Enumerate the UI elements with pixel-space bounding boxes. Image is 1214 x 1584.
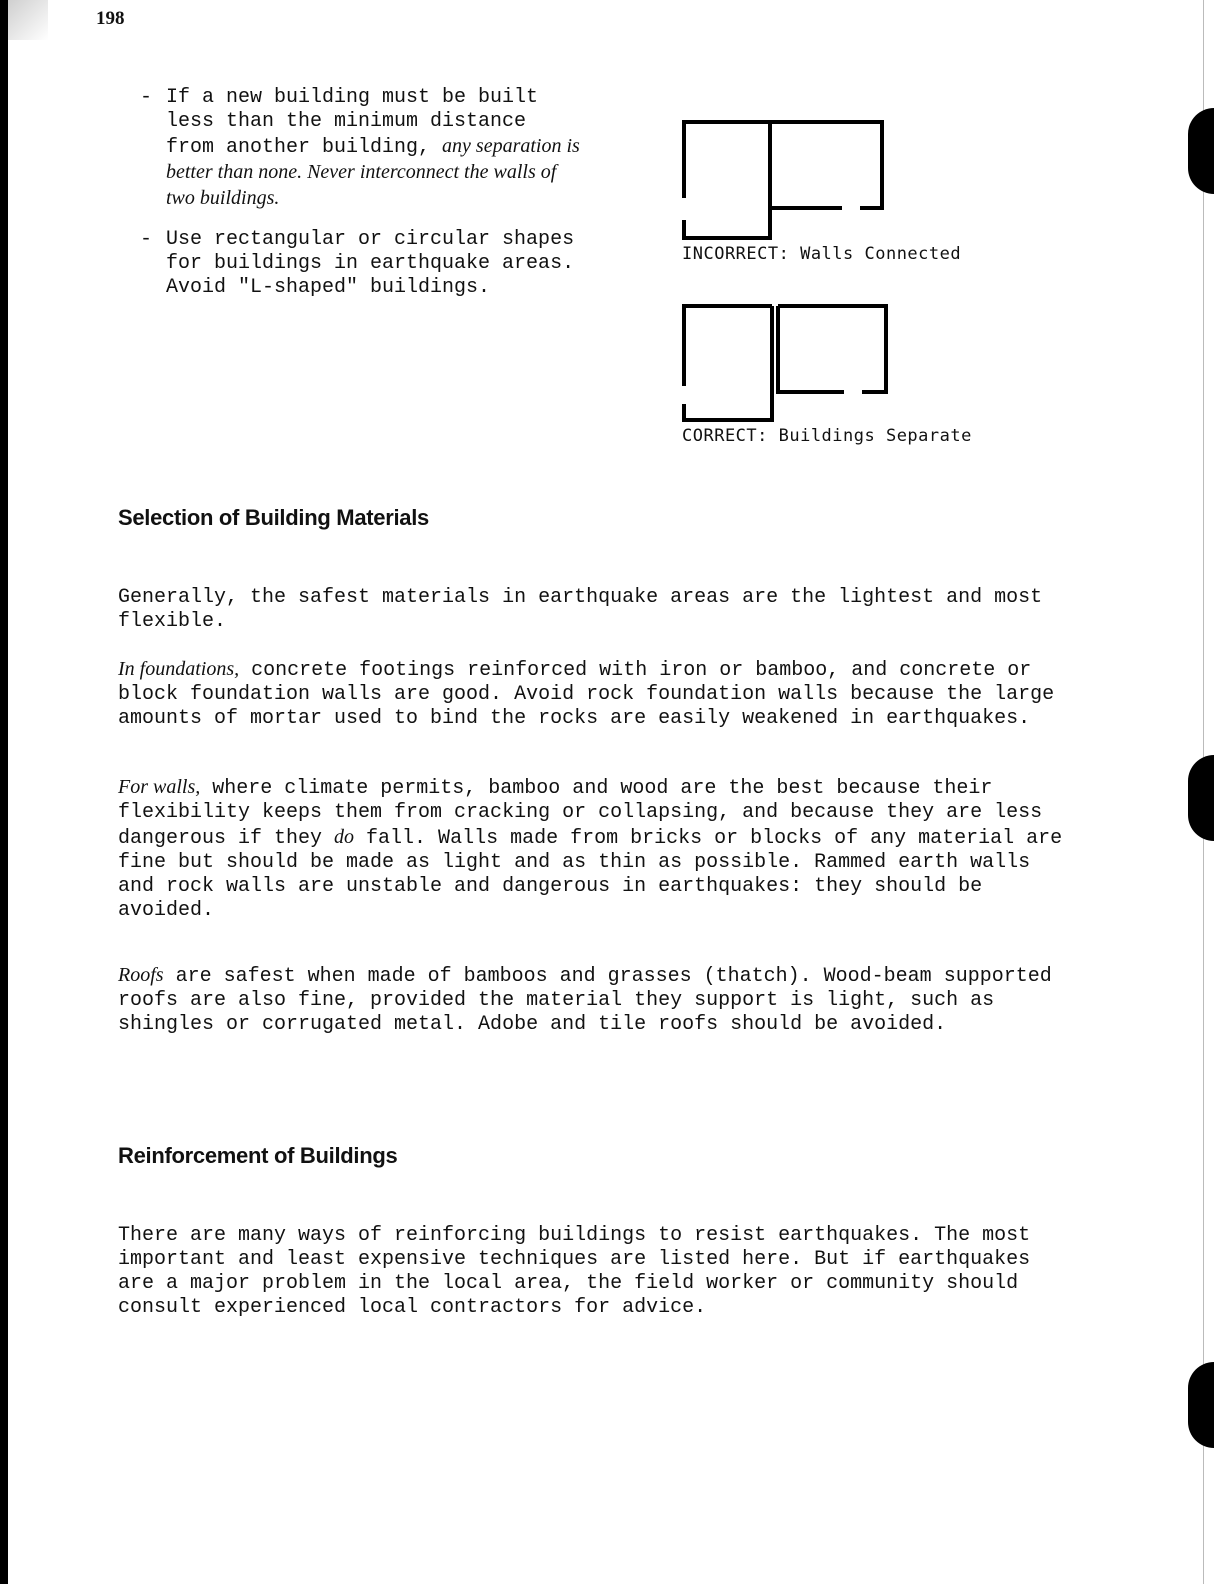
- section-heading-reinforcement: Reinforcement of Buildings: [118, 1143, 398, 1168]
- paragraph-body: fall. Walls made from bricks or blocks of any material are fine but should be made as light and as thin as possible. Rammed earth walls and rock walls are unstable and dangerous in earthquakes: they should be avoided.: [118, 827, 1063, 922]
- binder-hole-top: [1188, 108, 1214, 194]
- figure-incorrect: [682, 118, 961, 264]
- section-heading-materials: Selection of Building Materials: [118, 505, 429, 530]
- bullet-dash: -: [140, 228, 153, 251]
- bullet-plain-text: If a new building must be built less than the minimum distance from another building,: [166, 86, 539, 159]
- binder-hole-bottom: [1188, 1362, 1214, 1448]
- paragraph-foundations: [118, 657, 1068, 731]
- paragraph-lead: In foundations,: [118, 658, 240, 680]
- paragraph-body: are safest when made of bamboos and grasses (thatch). Wood-beam supported roofs are also fine, provided the material they support is light, such as shingles or corrugated metal. Adobe and tile roofs should be avoided.: [118, 965, 1052, 1036]
- buildings-separate-diagram: [682, 302, 894, 424]
- bullet-list: [140, 86, 580, 316]
- bullet-text: [166, 86, 580, 212]
- bullet-dash: -: [140, 86, 153, 109]
- bullet-italic-text: any separation is better than none. Never interconnect the walls of two buildings.: [166, 135, 580, 209]
- paragraph-emphasis: do: [334, 826, 355, 848]
- figure-caption-incorrect: INCORRECT: Walls Connected: [682, 244, 962, 264]
- bullet-plain-text: Use rectangular or circular shapes for buildings in earthquake areas. Avoid "L-shaped" buildings.: [166, 228, 575, 299]
- scan-edge: [0, 0, 8, 1584]
- bullet-item: [140, 86, 580, 212]
- paragraph-walls: [118, 775, 1068, 923]
- figure-correct: [682, 302, 972, 446]
- paragraph-reinforcement: There are many ways of reinforcing buildings to resist earthquakes. The most important and least expensive techniques are listed here. But if earthquakes are a major problem in the local area, the field worker or community should consult experienced local contractors for advice.: [118, 1224, 1031, 1319]
- page-number: 198: [96, 8, 125, 29]
- bullet-text: [166, 228, 580, 300]
- paragraph-lead: Roofs: [118, 964, 164, 986]
- paragraph-body: concrete footings reinforced with iron or bamboo, and concrete or block foundation walls are good. Avoid rock foundation walls because the large amounts of mortar used to bind the rocks are easily weakened in earthquakes.: [118, 659, 1055, 730]
- bullet-item: [140, 228, 580, 300]
- binder-hole-middle: [1188, 755, 1214, 841]
- paragraph-body: where climate permits, bamboo and wood are the best because their flexibility keeps them from cracking or collapsing, and because they are less dangerous if they: [118, 777, 1043, 850]
- paragraph-materials-intro: Generally, the safest materials in earthquake areas are the lightest and most flexible.: [118, 586, 1043, 633]
- paragraph-roofs: [118, 963, 1068, 1037]
- figure-caption-correct: CORRECT: Buildings Separate: [682, 426, 972, 446]
- scan-corner-shade: [8, 0, 48, 40]
- walls-connected-diagram: [682, 118, 894, 242]
- paragraph-lead: For walls,: [118, 776, 201, 798]
